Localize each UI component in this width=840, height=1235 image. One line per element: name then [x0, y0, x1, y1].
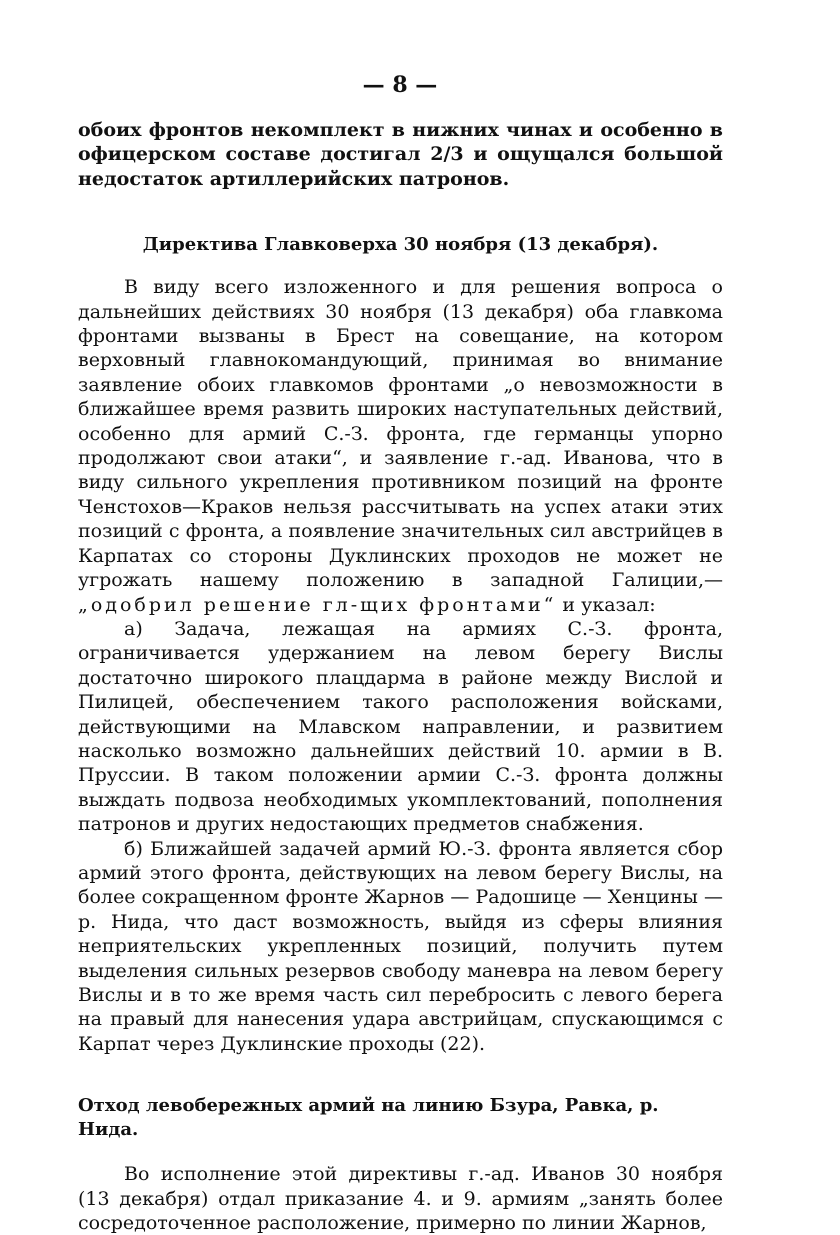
- paragraph-intro: обоих фронтов некомплект в нижних чинах и особенно в офицерском составе достигал 2/3 и ощущался большой недостаток артиллерийских патронов.: [78, 119, 723, 190]
- section-heading-retreat: Отход левобережных армий на линию Бзура, Равка, р. Нида.: [78, 1095, 659, 1141]
- page-number: — 8 —: [362, 72, 438, 98]
- list-item-a: а) Задача, лежащая на армиях С.-З. фронта, ограничивается удержанием на левом берегу Вислы достаточно широкого плацдарма в районе между Вислой и Пилицей, обеспечением такого расположения войсками, действующими на Млавском направлении, и развитием насколько возможно дальнейших действий 10. армии в В. Пруссии. В таком положении армии С.-З. фронта должны выждать подвоза необходимых укомплектований, пополнения патронов и других недостающих предметов снабжения.: [78, 617, 723, 836]
- paragraph-directive-spaced-quote: „одобрил решение гл-щих фронтами“: [78, 593, 557, 616]
- paragraph-directive-tail: и указал:: [556, 593, 656, 616]
- section-heading-directive: Директива Главковерха 30 ноября (13 декабря).: [142, 234, 659, 256]
- text-column: [78, 118, 723, 1235]
- list-item-b: б) Ближайшей задачей армий Ю.-З. фронта является сбор армий этого фронта, действующих на левом берегу Вислы, на более сокращенном фронте Жарнов — Радошице — Хенцины — р. Нида, что даст возможность, выйдя из сферы влияния неприятельских укрепленных позиций, получить путем выделения сильных резервов свободу маневра на левом берегу Вислы и в то же время часть сил перебросить с левого берега на правый для нанесения удара австрийцам, спускающимся с Карпат через Дуклинские проходы (22).: [78, 837, 723, 1055]
- paragraph-directive-text: В виду всего изложенного и для решения вопроса о дальнейших действиях 30 ноября (13 декабря) оба главкома фронтами вызваны в Брест на совещание, на котором верховный главнокомандующий, принимая во внимание заявление обоих главкомов фронтами „о невозможности в ближайшее время развить широких наступательных действий, особенно для армий С.-З. фронта, где германцы упорно продолжают свои атаки“, и заявление г.-ад. Иванова, что в виду сильного укрепления противником позиций на фронте Ченстохов—Краков нельзя рассчитывать на успех атаки этих позиций с фронта, а появление значительных сил австрийцев в Карпатах со стороны Дуклинских проходов не может не угрожать нашему положению в западной Галиции,—: [78, 276, 723, 592]
- paragraph-directive: [78, 275, 723, 617]
- paragraph-execution: Во исполнение этой директивы г.-ад. Иванов 30 ноября (13 декабря) отдал приказание 4. и 9. армиям „занять более сосредоточенное расположение, примерно по линии Жарнов,: [78, 1163, 723, 1235]
